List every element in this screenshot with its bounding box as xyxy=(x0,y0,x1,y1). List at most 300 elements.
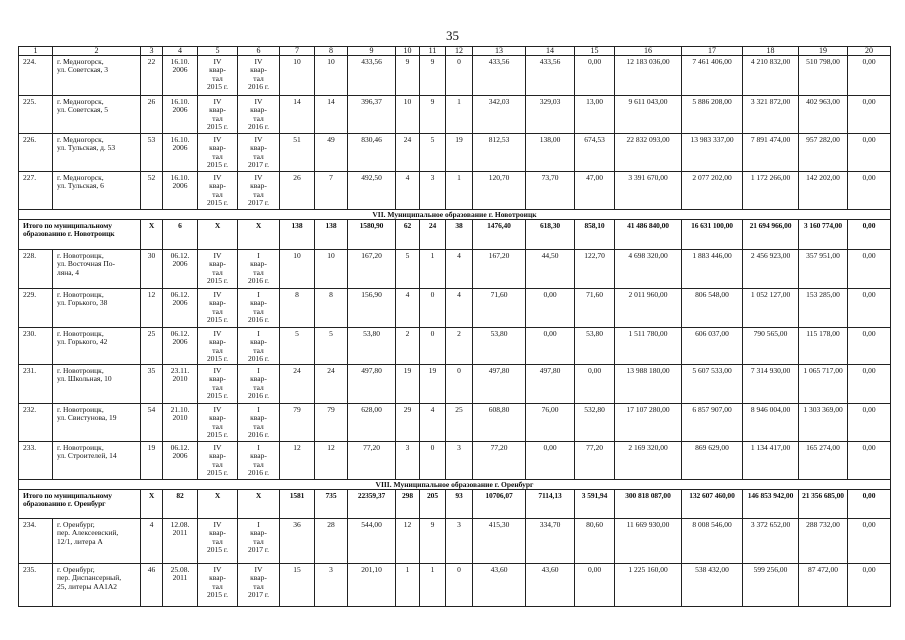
column-number: 15 xyxy=(575,47,615,56)
table-row xyxy=(19,365,891,404)
col-19-value: 21 356 685,00 xyxy=(799,490,848,519)
col-12-value: 38 xyxy=(446,220,473,250)
col-17-value: 5 607 533,00 xyxy=(682,365,743,404)
col-16-value: 2 011 960,00 xyxy=(615,289,682,328)
col-17-value: 538 432,00 xyxy=(682,564,743,607)
col-9-value: 156,90 xyxy=(348,289,396,328)
col-18-value: 3 372 652,00 xyxy=(743,519,799,564)
col-8-value: 28 xyxy=(315,519,348,564)
col-3-value: 46 xyxy=(141,564,163,607)
row-number: 230. xyxy=(19,328,53,365)
col-3-value: 54 xyxy=(141,404,163,442)
col-3-value: X xyxy=(141,490,163,519)
col-7-value: 10 xyxy=(280,56,315,96)
col-19-value: 1 065 717,00 xyxy=(799,365,848,404)
col-14-value: 433,56 xyxy=(526,56,575,96)
col-16-value: 300 818 087,00 xyxy=(615,490,682,519)
col-20-value: 0,00 xyxy=(848,134,891,172)
col-6-quarter: IV квар- тал 2017 г. xyxy=(238,172,280,210)
col-15-value: 674,53 xyxy=(575,134,615,172)
col-13-value: 10706,07 xyxy=(473,490,526,519)
col-11-value: 9 xyxy=(420,56,446,96)
col-10-value: 10 xyxy=(396,96,420,134)
col-10-value: 5 xyxy=(396,250,420,289)
section-title: VIII. Муниципальное образование г. Оренбург xyxy=(19,480,891,490)
col-19-value: 357 951,00 xyxy=(799,250,848,289)
col-14-value: 138,00 xyxy=(526,134,575,172)
col-6-quarter: I квар- тал 2017 г. xyxy=(238,519,280,564)
column-number: 14 xyxy=(526,47,575,56)
col-14-value: 0,00 xyxy=(526,442,575,480)
col-20-value: 0,00 xyxy=(848,289,891,328)
col-5-quarter: IV квар- тал 2015 г. xyxy=(198,134,238,172)
column-number: 13 xyxy=(473,47,526,56)
col-9-value: 1580,90 xyxy=(348,220,396,250)
col-10-value: 29 xyxy=(396,404,420,442)
col-10-value: 9 xyxy=(396,56,420,96)
col-3-value: 53 xyxy=(141,134,163,172)
col-11-value: 1 xyxy=(420,250,446,289)
table-row xyxy=(19,519,891,564)
col-5-quarter: IV квар- тал 2015 г. xyxy=(198,442,238,480)
col-4-date: 16.10. 2006 xyxy=(163,96,198,134)
col-11-value: 5 xyxy=(420,134,446,172)
address: г. Медногорск, ул. Тульская, 6 xyxy=(53,172,141,210)
section-header-row xyxy=(19,480,891,490)
table-row xyxy=(19,289,891,328)
total-label: Итого по муниципальному образованию г. Новотроицк xyxy=(19,220,141,250)
address: г. Новотроицк, ул. Свистунова, 19 xyxy=(53,404,141,442)
col-16-value: 13 988 180,00 xyxy=(615,365,682,404)
col-20-value: 0,00 xyxy=(848,220,891,250)
col-4-date: 16.10. 2006 xyxy=(163,172,198,210)
col-3-value: 35 xyxy=(141,365,163,404)
section-title: VII. Муниципальное образование г. Новотроицк xyxy=(19,210,891,220)
col-11-value: 0 xyxy=(420,328,446,365)
col-7-value: 26 xyxy=(280,172,315,210)
col-15-value: 0,00 xyxy=(575,56,615,96)
col-6-quarter: I квар- тал 2016 г. xyxy=(238,404,280,442)
col-13-value: 812,53 xyxy=(473,134,526,172)
total-row xyxy=(19,220,891,250)
col-18-value: 1 134 417,00 xyxy=(743,442,799,480)
col-13-value: 1476,40 xyxy=(473,220,526,250)
col-20-value: 0,00 xyxy=(848,328,891,365)
address: г. Новотроицк, ул. Строителей, 14 xyxy=(53,442,141,480)
col-4-date: 06.12. 2006 xyxy=(163,289,198,328)
row-number: 228. xyxy=(19,250,53,289)
col-4-date: 06.12. 2006 xyxy=(163,250,198,289)
col-20-value: 0,00 xyxy=(848,56,891,96)
row-number: 225. xyxy=(19,96,53,134)
table-row xyxy=(19,96,891,134)
col-10-value: 2 xyxy=(396,328,420,365)
col-11-value: 9 xyxy=(420,96,446,134)
col-20-value: 0,00 xyxy=(848,172,891,210)
col-5-value: X xyxy=(198,490,238,519)
col-4-date: 06.12. 2006 xyxy=(163,328,198,365)
table-row xyxy=(19,442,891,480)
address: г. Медногорск, ул. Советская, 5 xyxy=(53,96,141,134)
col-10-value: 1 xyxy=(396,564,420,607)
col-4-date: 12.08. 2011 xyxy=(163,519,198,564)
section-header-row xyxy=(19,210,891,220)
column-number: 9 xyxy=(348,47,396,56)
col-12-value: 93 xyxy=(446,490,473,519)
col-11-value: 205 xyxy=(420,490,446,519)
table-row xyxy=(19,56,891,96)
col-18-value: 790 565,00 xyxy=(743,328,799,365)
col-16-value: 22 832 093,00 xyxy=(615,134,682,172)
col-8-value: 138 xyxy=(315,220,348,250)
col-13-value: 608,80 xyxy=(473,404,526,442)
col-18-value: 7 891 474,00 xyxy=(743,134,799,172)
col-10-value: 298 xyxy=(396,490,420,519)
col-17-value: 13 983 337,00 xyxy=(682,134,743,172)
col-13-value: 77,20 xyxy=(473,442,526,480)
col-13-value: 120,70 xyxy=(473,172,526,210)
table-row xyxy=(19,328,891,365)
col-11-value: 3 xyxy=(420,172,446,210)
col-8-value: 12 xyxy=(315,442,348,480)
col-12-value: 0 xyxy=(446,365,473,404)
col-7-value: 10 xyxy=(280,250,315,289)
table-row xyxy=(19,134,891,172)
col-8-value: 14 xyxy=(315,96,348,134)
col-6-quarter: I квар- тал 2016 г. xyxy=(238,328,280,365)
col-10-value: 4 xyxy=(396,172,420,210)
col-5-quarter: IV квар- тал 2015 г. xyxy=(198,328,238,365)
col-17-value: 5 886 208,00 xyxy=(682,96,743,134)
col-6-quarter: IV квар- тал 2017 г. xyxy=(238,564,280,607)
col-4-value: 6 xyxy=(163,220,198,250)
col-10-value: 19 xyxy=(396,365,420,404)
table-row xyxy=(19,250,891,289)
col-15-value: 77,20 xyxy=(575,442,615,480)
col-4-date: 23.11. 2010 xyxy=(163,365,198,404)
col-19-value: 165 274,00 xyxy=(799,442,848,480)
col-18-value: 8 946 004,00 xyxy=(743,404,799,442)
col-7-value: 5 xyxy=(280,328,315,365)
col-19-value: 957 282,00 xyxy=(799,134,848,172)
col-10-value: 4 xyxy=(396,289,420,328)
col-9-value: 53,80 xyxy=(348,328,396,365)
column-number: 4 xyxy=(163,47,198,56)
col-17-value: 869 629,00 xyxy=(682,442,743,480)
col-6-quarter: I квар- тал 2016 г. xyxy=(238,442,280,480)
col-8-value: 735 xyxy=(315,490,348,519)
col-10-value: 12 xyxy=(396,519,420,564)
row-number: 235. xyxy=(19,564,53,607)
column-number: 11 xyxy=(420,47,446,56)
col-16-value: 11 669 930,00 xyxy=(615,519,682,564)
col-5-quarter: IV квар- тал 2015 г. xyxy=(198,365,238,404)
col-14-value: 0,00 xyxy=(526,289,575,328)
col-12-value: 0 xyxy=(446,564,473,607)
col-4-date: 25.08. 2011 xyxy=(163,564,198,607)
col-6-quarter: I квар- тал 2016 г. xyxy=(238,289,280,328)
column-number: 8 xyxy=(315,47,348,56)
total-row xyxy=(19,490,891,519)
col-17-value: 6 857 907,00 xyxy=(682,404,743,442)
col-6-quarter: IV квар- тал 2017 г. xyxy=(238,134,280,172)
col-12-value: 1 xyxy=(446,96,473,134)
col-19-value: 87 472,00 xyxy=(799,564,848,607)
col-17-value: 16 631 100,00 xyxy=(682,220,743,250)
address: г. Медногорск, ул. Советская, 3 xyxy=(53,56,141,96)
col-3-value: 12 xyxy=(141,289,163,328)
col-3-value: 22 xyxy=(141,56,163,96)
col-15-value: 13,00 xyxy=(575,96,615,134)
col-6-quarter: I квар- тал 2016 г. xyxy=(238,250,280,289)
col-7-value: 36 xyxy=(280,519,315,564)
page-number: 35 xyxy=(446,28,459,43)
col-12-value: 4 xyxy=(446,289,473,328)
row-number: 229. xyxy=(19,289,53,328)
col-12-value: 4 xyxy=(446,250,473,289)
col-7-value: 15 xyxy=(280,564,315,607)
column-number: 7 xyxy=(280,47,315,56)
col-5-quarter: IV квар- тал 2015 г. xyxy=(198,96,238,134)
col-18-value: 3 321 872,00 xyxy=(743,96,799,134)
col-20-value: 0,00 xyxy=(848,564,891,607)
col-19-value: 3 160 774,00 xyxy=(799,220,848,250)
col-14-value: 618,30 xyxy=(526,220,575,250)
col-16-value: 41 486 840,00 xyxy=(615,220,682,250)
col-7-value: 51 xyxy=(280,134,315,172)
col-15-value: 80,60 xyxy=(575,519,615,564)
col-9-value: 433,56 xyxy=(348,56,396,96)
col-19-value: 402 963,00 xyxy=(799,96,848,134)
col-20-value: 0,00 xyxy=(848,404,891,442)
col-4-date: 16.10. 2006 xyxy=(163,56,198,96)
address: г. Новотроицк, ул. Восточная По- ляна, 4 xyxy=(53,250,141,289)
col-9-value: 492,50 xyxy=(348,172,396,210)
col-17-value: 8 008 546,00 xyxy=(682,519,743,564)
address: г. Новотроицк, ул. Горького, 38 xyxy=(53,289,141,328)
col-10-value: 62 xyxy=(396,220,420,250)
col-6-value: X xyxy=(238,490,280,519)
col-19-value: 153 285,00 xyxy=(799,289,848,328)
col-4-value: 82 xyxy=(163,490,198,519)
row-number: 227. xyxy=(19,172,53,210)
col-5-quarter: IV квар- тал 2015 г. xyxy=(198,56,238,96)
col-11-value: 1 xyxy=(420,564,446,607)
col-8-value: 7 xyxy=(315,172,348,210)
col-12-value: 19 xyxy=(446,134,473,172)
col-18-value: 599 256,00 xyxy=(743,564,799,607)
col-6-value: X xyxy=(238,220,280,250)
row-number: 233. xyxy=(19,442,53,480)
col-20-value: 0,00 xyxy=(848,96,891,134)
table-row xyxy=(19,404,891,442)
col-13-value: 415,30 xyxy=(473,519,526,564)
col-13-value: 43,60 xyxy=(473,564,526,607)
col-9-value: 544,00 xyxy=(348,519,396,564)
table-row xyxy=(19,564,891,607)
col-4-date: 16.10. 2006 xyxy=(163,134,198,172)
col-9-value: 396,37 xyxy=(348,96,396,134)
col-20-value: 0,00 xyxy=(848,490,891,519)
col-16-value: 17 107 280,00 xyxy=(615,404,682,442)
column-number: 2 xyxy=(53,47,141,56)
col-3-value: 4 xyxy=(141,519,163,564)
col-19-value: 142 202,00 xyxy=(799,172,848,210)
col-20-value: 0,00 xyxy=(848,442,891,480)
col-8-value: 24 xyxy=(315,365,348,404)
col-9-value: 167,20 xyxy=(348,250,396,289)
col-3-value: 52 xyxy=(141,172,163,210)
col-13-value: 71,60 xyxy=(473,289,526,328)
col-12-value: 2 xyxy=(446,328,473,365)
col-13-value: 433,56 xyxy=(473,56,526,96)
col-9-value: 77,20 xyxy=(348,442,396,480)
col-8-value: 3 xyxy=(315,564,348,607)
col-18-value: 4 210 832,00 xyxy=(743,56,799,96)
col-7-value: 1581 xyxy=(280,490,315,519)
col-11-value: 9 xyxy=(420,519,446,564)
row-number: 232. xyxy=(19,404,53,442)
col-13-value: 342,03 xyxy=(473,96,526,134)
column-number: 5 xyxy=(198,47,238,56)
col-15-value: 53,80 xyxy=(575,328,615,365)
col-4-date: 06.12. 2006 xyxy=(163,442,198,480)
col-7-value: 14 xyxy=(280,96,315,134)
col-8-value: 10 xyxy=(315,56,348,96)
col-5-quarter: IV квар- тал 2015 г. xyxy=(198,404,238,442)
col-18-value: 146 853 942,00 xyxy=(743,490,799,519)
col-15-value: 0,00 xyxy=(575,365,615,404)
address: г. Оренбург, пер. Диспансерный, 25, литеры АА1А2 xyxy=(53,564,141,607)
col-14-value: 43,60 xyxy=(526,564,575,607)
col-9-value: 628,00 xyxy=(348,404,396,442)
col-12-value: 25 xyxy=(446,404,473,442)
col-19-value: 115 178,00 xyxy=(799,328,848,365)
data-table xyxy=(18,46,891,607)
col-14-value: 73,70 xyxy=(526,172,575,210)
col-12-value: 1 xyxy=(446,172,473,210)
column-number-row xyxy=(19,47,891,56)
col-15-value: 3 591,94 xyxy=(575,490,615,519)
col-14-value: 0,00 xyxy=(526,328,575,365)
address: г. Новотроицк, ул. Школьная, 10 xyxy=(53,365,141,404)
col-5-quarter: IV квар- тал 2015 г. xyxy=(198,289,238,328)
col-7-value: 138 xyxy=(280,220,315,250)
col-7-value: 12 xyxy=(280,442,315,480)
col-20-value: 0,00 xyxy=(848,519,891,564)
col-3-value: 26 xyxy=(141,96,163,134)
row-number: 226. xyxy=(19,134,53,172)
col-3-value: 19 xyxy=(141,442,163,480)
col-5-quarter: IV квар- тал 2015 г. xyxy=(198,564,238,607)
col-11-value: 19 xyxy=(420,365,446,404)
col-17-value: 132 607 460,00 xyxy=(682,490,743,519)
col-6-quarter: I квар- тал 2016 г. xyxy=(238,365,280,404)
col-19-value: 288 732,00 xyxy=(799,519,848,564)
col-18-value: 1 172 266,00 xyxy=(743,172,799,210)
col-5-value: X xyxy=(198,220,238,250)
column-number: 12 xyxy=(446,47,473,56)
col-20-value: 0,00 xyxy=(848,365,891,404)
col-16-value: 2 169 320,00 xyxy=(615,442,682,480)
col-15-value: 532,80 xyxy=(575,404,615,442)
col-6-quarter: IV квар- тал 2016 г. xyxy=(238,56,280,96)
col-20-value: 0,00 xyxy=(848,250,891,289)
col-9-value: 201,10 xyxy=(348,564,396,607)
col-13-value: 167,20 xyxy=(473,250,526,289)
col-14-value: 7114,13 xyxy=(526,490,575,519)
column-number: 20 xyxy=(848,47,891,56)
total-label: Итого по муниципальному образованию г. Оренбург xyxy=(19,490,141,519)
col-13-value: 53,80 xyxy=(473,328,526,365)
col-18-value: 21 694 966,00 xyxy=(743,220,799,250)
column-number: 1 xyxy=(19,47,53,56)
col-10-value: 24 xyxy=(396,134,420,172)
col-15-value: 47,00 xyxy=(575,172,615,210)
col-3-value: X xyxy=(141,220,163,250)
col-15-value: 122,70 xyxy=(575,250,615,289)
col-5-quarter: IV квар- тал 2015 г. xyxy=(198,172,238,210)
col-17-value: 7 461 406,00 xyxy=(682,56,743,96)
address: г. Новотроицк, ул. Горького, 42 xyxy=(53,328,141,365)
column-number: 17 xyxy=(682,47,743,56)
col-16-value: 1 225 160,00 xyxy=(615,564,682,607)
col-5-quarter: IV квар- тал 2015 г. xyxy=(198,250,238,289)
row-number: 231. xyxy=(19,365,53,404)
column-number: 3 xyxy=(141,47,163,56)
col-11-value: 0 xyxy=(420,289,446,328)
col-12-value: 3 xyxy=(446,442,473,480)
col-11-value: 24 xyxy=(420,220,446,250)
col-7-value: 8 xyxy=(280,289,315,328)
col-18-value: 1 052 127,00 xyxy=(743,289,799,328)
col-8-value: 5 xyxy=(315,328,348,365)
col-16-value: 12 183 036,00 xyxy=(615,56,682,96)
col-8-value: 79 xyxy=(315,404,348,442)
col-3-value: 30 xyxy=(141,250,163,289)
col-19-value: 1 303 369,00 xyxy=(799,404,848,442)
column-number: 19 xyxy=(799,47,848,56)
col-11-value: 0 xyxy=(420,442,446,480)
col-6-quarter: IV квар- тал 2016 г. xyxy=(238,96,280,134)
col-7-value: 24 xyxy=(280,365,315,404)
col-10-value: 3 xyxy=(396,442,420,480)
col-13-value: 497,80 xyxy=(473,365,526,404)
address: г. Оренбург, пер. Алексеевский, 12/1, литера А xyxy=(53,519,141,564)
col-17-value: 606 037,00 xyxy=(682,328,743,365)
col-8-value: 10 xyxy=(315,250,348,289)
col-9-value: 830,46 xyxy=(348,134,396,172)
col-15-value: 858,10 xyxy=(575,220,615,250)
col-17-value: 806 548,00 xyxy=(682,289,743,328)
column-number: 16 xyxy=(615,47,682,56)
row-number: 224. xyxy=(19,56,53,96)
col-18-value: 2 456 923,00 xyxy=(743,250,799,289)
col-19-value: 510 798,00 xyxy=(799,56,848,96)
col-8-value: 8 xyxy=(315,289,348,328)
col-16-value: 4 698 320,00 xyxy=(615,250,682,289)
col-15-value: 71,60 xyxy=(575,289,615,328)
address: г. Медногорск, ул. Тульская, д. 53 xyxy=(53,134,141,172)
col-9-value: 22359,37 xyxy=(348,490,396,519)
col-16-value: 1 511 780,00 xyxy=(615,328,682,365)
col-17-value: 1 883 446,00 xyxy=(682,250,743,289)
col-4-date: 21.10. 2010 xyxy=(163,404,198,442)
col-5-quarter: IV квар- тал 2015 г. xyxy=(198,519,238,564)
column-number: 18 xyxy=(743,47,799,56)
col-14-value: 334,70 xyxy=(526,519,575,564)
column-number: 10 xyxy=(396,47,420,56)
